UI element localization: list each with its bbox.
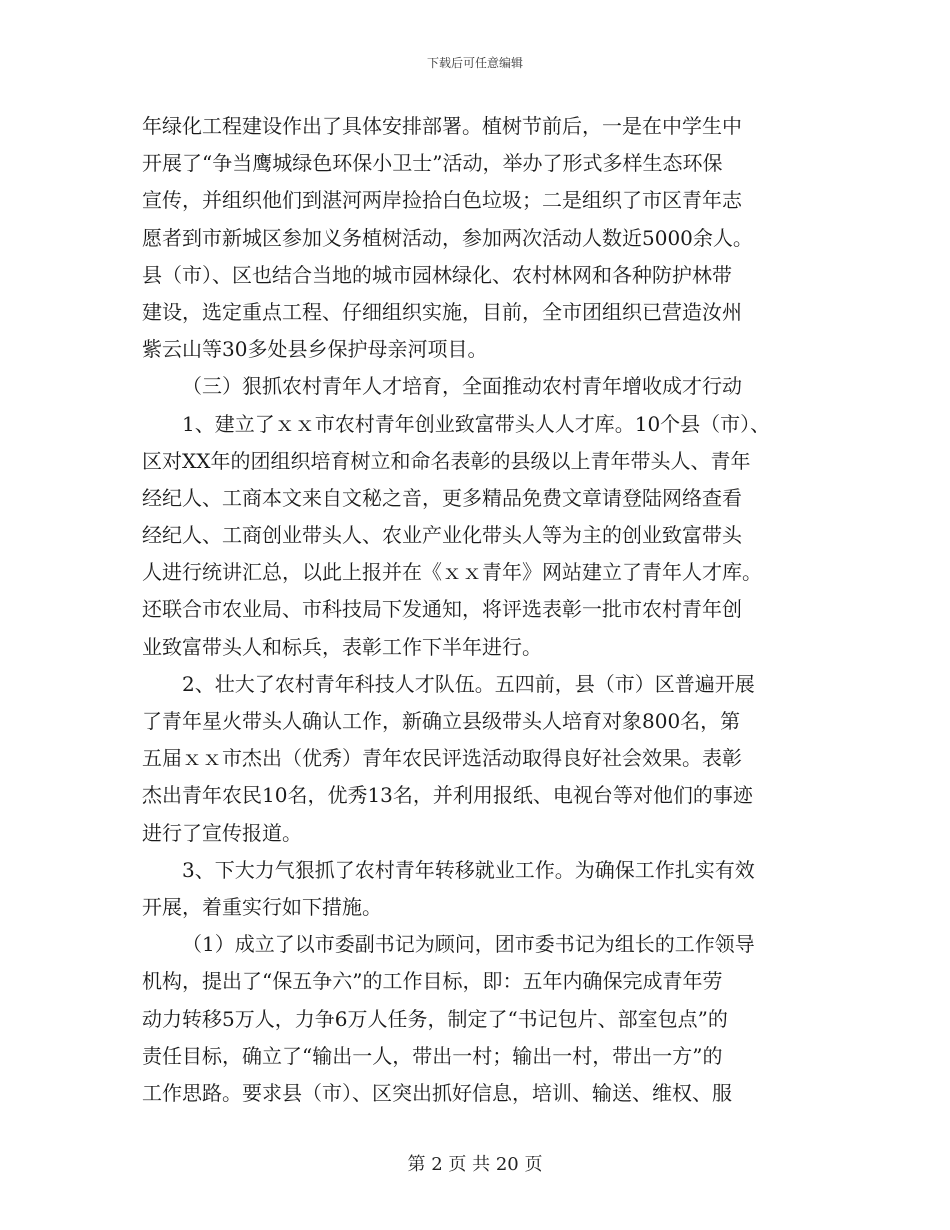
text-line: 宣传，并组织他们到湛河两岸捡拾白色垃圾；二是组织了市区青年志 — [142, 188, 742, 213]
text-line: 县（市）、区也结合当地的城市园林绿化、农村林网和各种防护林带 — [142, 262, 732, 287]
text-line: 年绿化工程建设作出了具体安排部署。植树节前后，一是在中学生中 — [142, 114, 742, 138]
paragraph-start: （1）成立了以市委副书记为顾问，团市委书记为组长的工作领导 — [182, 932, 755, 957]
page-number-footer: 第 2 页 共 20 页 — [407, 1154, 543, 1175]
text-line: 经纪人、工商本文来自文秘之音，更多精品免费文章请登陆网络查看 — [142, 485, 742, 510]
document-body — [142, 108, 842, 1112]
text-line: 工作思路。要求县（市）、区突出抓好信息，培训、输送、维权、服 — [142, 1080, 732, 1105]
page-header: 下载后可任意编辑 — [426, 56, 523, 70]
text-line: 还联合市农业局、市科技局下发通知，将评选表彰一批市农村青年创 — [142, 597, 742, 622]
text-line: 动力转移5万人，力争6万人任务，制定了“书记包片、部室包点”的 — [142, 1006, 728, 1031]
text-line: 愿者到市新城区参加义务植树活动，参加两次活动人数近5000余人。 — [142, 225, 753, 250]
text-line: 区对XX年的团组织培育树立和命名表彰的县级以上青年带头人、青年 — [142, 448, 751, 473]
text-line: 建设，选定重点工程、仔细组织实施，目前，全市团组织已营造汝州 — [142, 299, 742, 324]
text-line: 杰出青年农民10名，优秀13名，并利用报纸、电视台等对他们的事迹 — [142, 783, 753, 808]
text-line: 五届ｘｘ市杰出（优秀）青年农民评选活动取得良好社会效果。表彰 — [142, 746, 742, 771]
text-line: 进行了宣传报道。 — [142, 820, 302, 845]
text-line: 业致富带头人和标兵，表彰工作下半年进行。 — [142, 634, 542, 659]
text-line: 责任目标，确立了“输出一人，带出一村；输出一村，带出一方”的 — [142, 1043, 723, 1068]
text-line: 紫云山等30多处县乡保护母亲河项目。 — [142, 337, 488, 362]
section-heading: （三）狠抓农村青年人才培育，全面推动农村青年增收成才行动 — [182, 374, 742, 399]
text-line: 开展了“争当鹰城绿色环保小卫士”活动，举办了形式多样生态环保 — [142, 151, 723, 176]
paragraph-start: 2、壮大了农村青年科技人才队伍。五四前，县（市）区普遍开展 — [182, 671, 755, 696]
text-line: 经纪人、工商创业带头人、农业产业化带头人等为主的创业致富带头 — [142, 523, 742, 548]
paragraph-start: 3、下大力气狠抓了农村青年转移就业工作。为确保工作扎实有效 — [182, 857, 755, 882]
text-line: 了青年星火带头人确认工作，新确立县级带头人培育对象800名，第 — [142, 709, 741, 733]
text-line: 机构，提出了“保五争六”的工作目标，即：五年内确保完成青年劳 — [142, 969, 723, 994]
text-line: 人进行统讲汇总，以此上报并在《ｘｘ青年》网站建立了青年人才库。 — [142, 560, 762, 585]
paragraph-start: 1、建立了ｘｘ市农村青年创业致富带头人人才库。10个县（市）、 — [182, 411, 771, 436]
text-line: 开展，着重实行如下措施。 — [142, 894, 382, 919]
